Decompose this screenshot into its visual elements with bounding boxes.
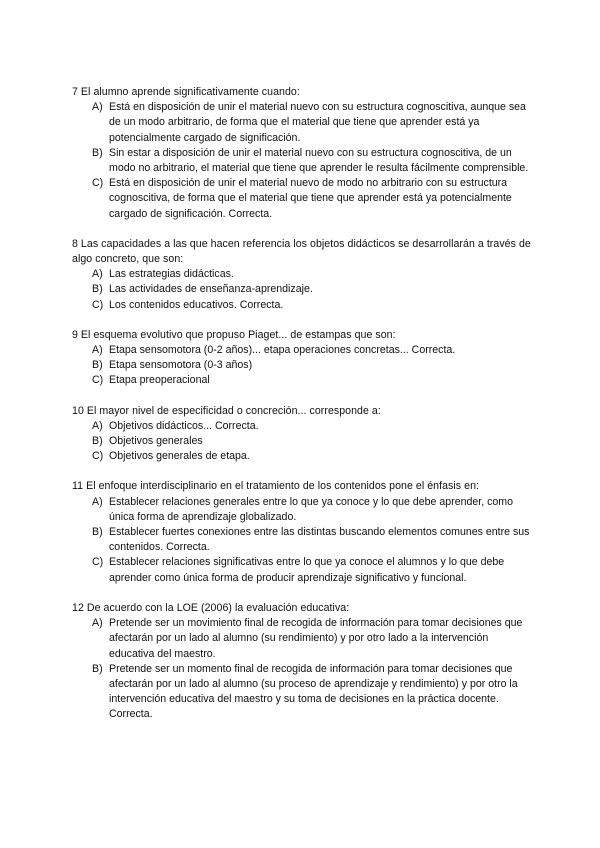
option-list — [72, 616, 532, 722]
option-a — [92, 343, 532, 358]
question-text: 8 Las capacidades a las que hacen referencia los objetos didácticos se desarrollarán a través de algo concreto, que son: — [72, 237, 531, 266]
option-text: Sin estar a disposición de unir el material nuevo con su estructura cognoscitiva, de un modo no arbitrario, el material que tiene que aprender le resulta fácilmente comprensible. — [109, 146, 529, 175]
option-text: Las actividades de enseñanza-aprendizaje. — [109, 283, 313, 296]
option-letter: C) — [92, 556, 104, 569]
option-letter: A) — [92, 268, 103, 281]
option-c — [92, 373, 532, 388]
option-a — [92, 495, 532, 525]
question-11 — [72, 479, 532, 585]
option-b — [92, 662, 532, 723]
option-letter: C) — [92, 374, 104, 387]
option-a — [92, 616, 532, 662]
option-letter: C) — [92, 298, 104, 311]
question-text: 9 El esquema evolutivo que propuso Piaget... de estampas que son: — [72, 328, 396, 341]
option-text: Las estrategias didácticas. — [109, 268, 234, 281]
option-text: Pretende ser un movimiento final de recogida de información para tomar decisiones que afectarán por un lado al alumno (su rendimiento) y por otro lado a la intervención educativa del maestro. — [109, 617, 523, 660]
option-text: Establecer relaciones generales entre lo que ya conoce y lo que debe aprender, como única forma de aprendizaje globalizado. — [109, 495, 514, 523]
option-text: Establecer relaciones significativas entre lo que ya conoce el alumnos y lo que debe aprender como única forma de producir aprendizaje significativo y funcional. — [109, 556, 505, 584]
option-letter: A) — [92, 101, 103, 114]
option-text: Establecer fuertes conexiones entre las distintas buscando elementos comunes entre sus contenidos. Correcta. — [109, 526, 530, 554]
question-10 — [72, 404, 532, 465]
option-letter: B) — [92, 526, 103, 539]
question-text: 12 De acuerdo con la LOE (2006) la evaluación educativa: — [72, 601, 350, 614]
option-a — [92, 100, 532, 146]
option-text: Los contenidos educativos. Correcta. — [109, 298, 284, 311]
option-text: Etapa sensomotora (0-3 años) — [109, 359, 253, 372]
option-text: Pretende ser un momento final de recogida de información para tomar decisiones que afectarán por un lado al alumno (su proceso de aprendizaje y rendimiento) y por otro la intervención educativa del maestro y su toma de decisiones en la práctica docente. Correcta. — [109, 662, 518, 721]
question-text: 10 El mayor nivel de especificidad o concreción... corresponde a: — [72, 404, 381, 417]
option-letter: C) — [92, 450, 104, 463]
option-list — [72, 343, 532, 389]
option-a — [92, 419, 532, 434]
question-text: 11 El enfoque interdisciplinario en el tratamiento de los contenidos pone el énfasis en: — [72, 480, 480, 493]
option-b — [92, 434, 532, 449]
option-list — [72, 495, 532, 586]
question-7 — [72, 85, 532, 222]
question-8 — [72, 237, 532, 313]
option-text: Está en disposición de unir el material nuevo de modo no arbitrario con su estructura cognoscitiva, de forma que el material que tiene que aprender está ya potencialmente cargado de significación. Correcta. — [109, 177, 512, 220]
document-page — [72, 85, 532, 738]
option-letter: B) — [92, 359, 103, 372]
option-c — [92, 298, 532, 313]
option-list — [72, 267, 532, 313]
option-letter: B) — [92, 146, 103, 159]
option-text: Etapa sensomotora (0-2 años)... etapa operaciones concretas... Correcta. — [109, 344, 456, 357]
option-b — [92, 282, 532, 297]
option-text: Está en disposición de unir el material nuevo con su estructura cognoscitiva, aunque sea de un modo arbitrario, de forma que el material que tiene que aprender está ya potencialmente cargado de significación. — [109, 101, 526, 144]
question-12 — [72, 601, 532, 723]
option-letter: A) — [92, 495, 103, 508]
option-c — [92, 176, 532, 222]
option-b — [92, 525, 532, 555]
option-text: Objetivos generales de etapa. — [109, 450, 250, 463]
option-list — [72, 100, 532, 222]
question-9 — [72, 328, 532, 389]
question-text: 7 El alumno aprende significativamente cuando: — [72, 86, 300, 98]
option-letter: B) — [92, 283, 103, 296]
option-c — [92, 555, 532, 585]
option-a — [92, 267, 532, 282]
option-letter: A) — [92, 344, 103, 357]
option-letter: C) — [92, 177, 104, 190]
option-letter: A) — [92, 419, 103, 432]
option-list — [72, 419, 532, 465]
option-letter: A) — [92, 617, 103, 630]
option-c — [92, 449, 532, 464]
option-text: Objetivos generales — [109, 435, 203, 448]
option-b — [92, 358, 532, 373]
option-text: Objetivos didácticos... Correcta. — [109, 419, 259, 432]
option-text: Etapa preoperacional — [109, 374, 210, 387]
option-b — [92, 146, 532, 176]
option-letter: B) — [92, 662, 103, 675]
option-letter: B) — [92, 435, 103, 448]
